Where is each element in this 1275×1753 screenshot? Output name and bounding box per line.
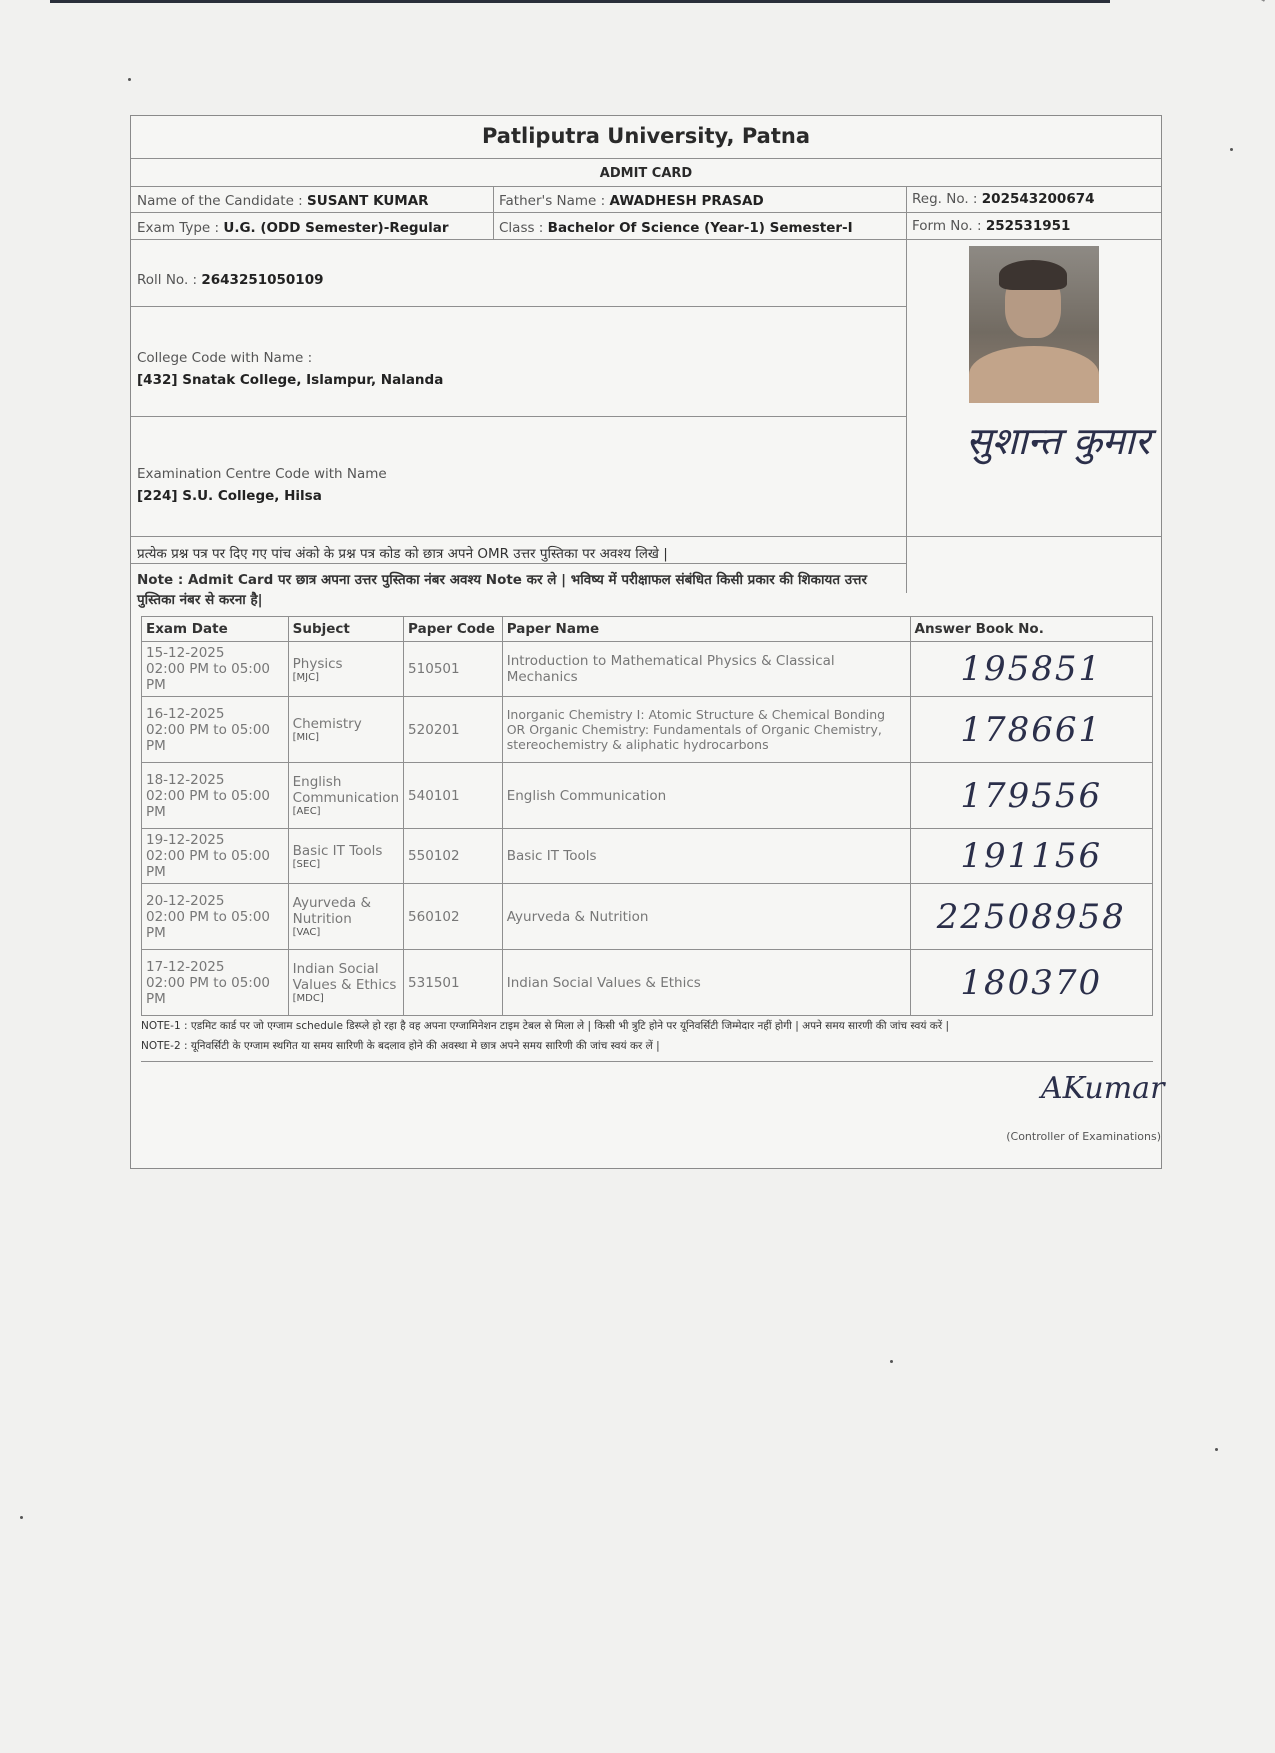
candidate-signature: सुशान्त कुमार — [966, 419, 1151, 463]
answer-book-no: 195851 — [910, 642, 1152, 697]
answer-book-no: 22508958 — [910, 884, 1152, 950]
header-subject: Subject — [288, 617, 403, 642]
table-row: 15-12-2025 02:00 PM to 05:00 PM Physics [MJC] 510501 Introduction to Mathematical Physics & Classical Mechanics 195851 — [142, 642, 1153, 697]
controller-signature: AKumar — [1041, 1071, 1165, 1106]
controller-label: (Controller of Examinations) — [1006, 1130, 1161, 1143]
table-row: 16-12-2025 02:00 PM to 05:00 PM Chemistry [MIC] 520201 Inorganic Chemistry I: Atomic Structure & Chemical Bonding OR Organic Chemistry: Fundamentals of Organic Chemistry, stereochemistry & aliphatic hydrocarbons 178661 — [142, 697, 1153, 763]
admit-card — [130, 115, 1165, 1169]
answer-book-no: 178661 — [910, 697, 1152, 763]
candidate-photo — [969, 246, 1099, 403]
college-name: [432] Snatak College, Islampur, Nalanda — [137, 372, 444, 388]
header-paper-code: Paper Code — [404, 617, 503, 642]
form-no-field: Form No. : 252531951 — [912, 218, 1071, 234]
table-row: 17-12-2025 02:00 PM to 05:00 PM Indian Social Values & Ethics [MDC] 531501 Indian Social Values & Ethics 180370 — [142, 950, 1153, 1016]
reg-no-field: Reg. No. : 202543200674 — [912, 191, 1095, 207]
reg-no: 202543200674 — [981, 191, 1095, 207]
note-1: NOTE-1 : एडमिट कार्ड पर जो एग्जाम schedule डिस्प्ले हो रहा है वह अपना एग्जामिनेशन टाइम टेबल से मिला ले | किसी भी त्रुटि होने पर यूनिवर्सिटी जिम्मेदार नहीं होगी | अपने समय सारणी की जांच स्वयं करें | — [141, 1020, 950, 1032]
scan-corner-mark — [1229, 0, 1265, 2]
candidate-name-field: Name of the Candidate : SUSANT KUMAR — [137, 193, 429, 209]
answer-book-no: 191156 — [910, 829, 1152, 884]
table-header-row — [142, 617, 1153, 642]
father-name-field: Father's Name : AWADHESH PRASAD — [499, 193, 764, 209]
answer-book-no: 180370 — [910, 950, 1152, 1016]
table-row: 18-12-2025 02:00 PM to 05:00 PM English Communication [AEC] 540101 English Communication 179556 — [142, 763, 1153, 829]
father-name: AWADHESH PRASAD — [609, 193, 764, 209]
table-row: 20-12-2025 02:00 PM to 05:00 PM Ayurveda & Nutrition [VAC] 560102 Ayurveda & Nutrition 22508958 — [142, 884, 1153, 950]
scan-speck — [128, 78, 131, 81]
table-row: 19-12-2025 02:00 PM to 05:00 PM Basic IT Tools [SEC] 550102 Basic IT Tools 191156 — [142, 829, 1153, 884]
roll-no-field: Roll No. : 2643251050109 — [137, 272, 324, 288]
instruction-note: Note : Admit Card पर छात्र अपना उत्तर पुस्तिका नंबर अवश्य Note कर ले | भविष्य में परीक्षाफल संबंधित किसी प्रकार की शिकायत उत्तर पुस्तिका नंबर से करना है| — [137, 572, 868, 608]
form-no: 252531951 — [985, 218, 1071, 234]
header-answer-book: Answer Book No. — [910, 617, 1152, 642]
candidate-name: SUSANT KUMAR — [307, 193, 429, 209]
centre-label: Examination Centre Code with Name — [137, 466, 387, 482]
university-title: Patliputra University, Patna — [481, 124, 811, 148]
scan-speck — [20, 1516, 23, 1519]
class-field: Class : Bachelor Of Science (Year-1) Semester-I — [499, 220, 853, 236]
exam-schedule-table — [141, 616, 1153, 1016]
roll-no: 2643251050109 — [201, 272, 324, 288]
notes-section — [141, 1016, 1153, 1056]
class: Bachelor Of Science (Year-1) Semester-I — [547, 220, 853, 236]
note-2: NOTE-2 : यूनिवर्सिटी के एग्जाम स्थगित या समय सारिणी के बदलाव होने की अवस्था मे छात्र अपने समय सारिणी की जांच स्वयं कर लें | — [141, 1040, 660, 1052]
instruction-omr: प्रत्येक प्रश्न पत्र पर दिए गए पांच अंको के प्रश्न पत्र कोड को छात्र अपने OMR उत्तर पुस्तिका पर अवश्य लिखे | — [137, 546, 668, 562]
exam-type-field: Exam Type : U.G. (ODD Semester)-Regular — [137, 220, 449, 236]
scan-speck — [890, 1360, 893, 1363]
college-label: College Code with Name : — [137, 350, 313, 366]
header-exam-date: Exam Date — [142, 617, 289, 642]
admit-card-heading: ADMIT CARD — [599, 166, 693, 181]
centre-name: [224] S.U. College, Hilsa — [137, 488, 322, 504]
scan-top-edge — [50, 0, 1110, 3]
scan-speck — [1215, 1448, 1218, 1451]
scan-speck — [1230, 148, 1233, 151]
answer-book-no: 179556 — [910, 763, 1152, 829]
exam-type: U.G. (ODD Semester)-Regular — [223, 220, 449, 236]
header-paper-name: Paper Name — [502, 617, 910, 642]
